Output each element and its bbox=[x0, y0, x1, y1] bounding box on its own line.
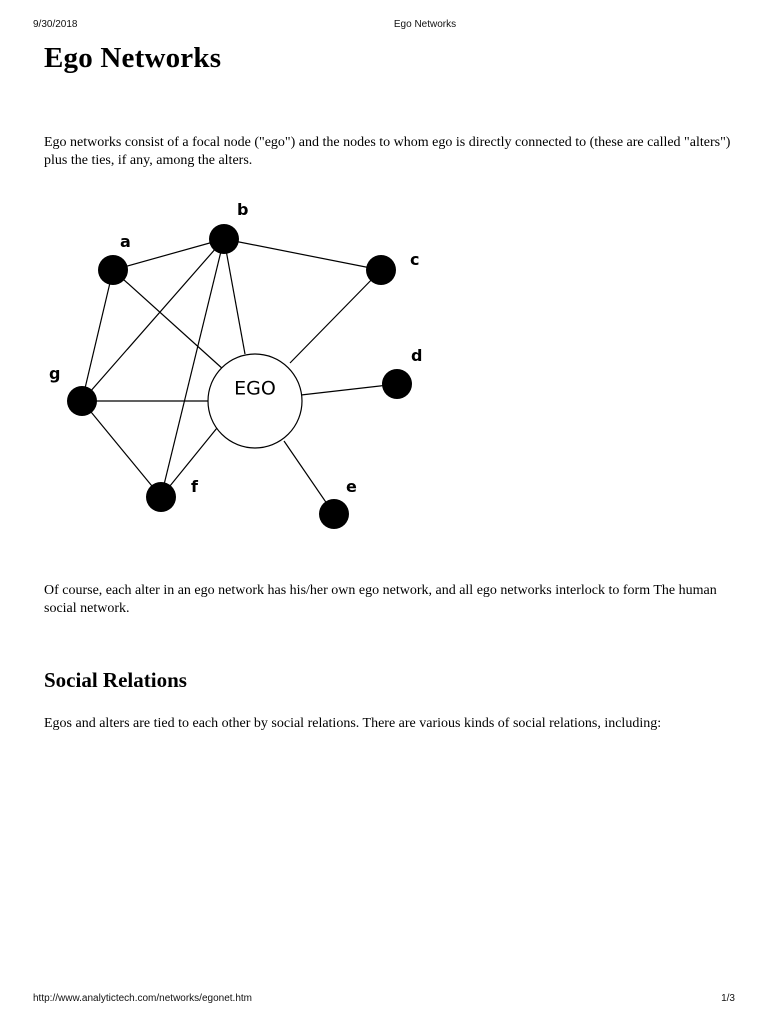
edge-c-ego bbox=[290, 270, 381, 363]
edge-b-c bbox=[224, 239, 381, 270]
node-label-e: e bbox=[346, 477, 357, 496]
node-label-a: a bbox=[120, 232, 131, 251]
print-footer-url: http://www.analytictech.com/networks/egonet.htm bbox=[33, 993, 252, 1004]
node-label-g: g bbox=[49, 364, 61, 383]
edge-a-g bbox=[82, 270, 113, 401]
edge-a-ego bbox=[113, 270, 224, 370]
interlock-paragraph: Of course, each alter in an ego network has his/her own ego network, and all ego networks interlock to form The human social network. bbox=[44, 583, 717, 616]
page-title: Ego Networks bbox=[44, 42, 222, 74]
node-b bbox=[209, 224, 239, 254]
node-label-f: f bbox=[191, 477, 198, 496]
section-title-social-relations: Social Relations bbox=[44, 668, 187, 692]
node-a bbox=[98, 255, 128, 285]
node-f bbox=[146, 482, 176, 512]
node-label-c: c bbox=[410, 250, 420, 269]
intro-paragraph: Ego networks consist of a focal node ("ego") and the nodes to whom ego is directly connected to (these are called "alters") plus the ties, if any, among the alters. bbox=[44, 135, 731, 168]
ego-network-diagram bbox=[40, 190, 440, 540]
print-header-title: Ego Networks bbox=[393, 19, 457, 30]
relations-paragraph: Egos and alters are tied to each other by social relations. There are various kinds of social relations, including: bbox=[44, 716, 662, 731]
node-label-d: d bbox=[411, 346, 423, 365]
ego-node bbox=[208, 354, 302, 448]
edge-f-g bbox=[82, 401, 161, 497]
print-date: 9/30/2018 bbox=[33, 19, 78, 30]
node-g bbox=[67, 386, 97, 416]
ego-label: EGO bbox=[234, 377, 276, 400]
node-e bbox=[319, 499, 349, 529]
node-c bbox=[366, 255, 396, 285]
print-page-number: 1/3 bbox=[721, 993, 735, 1004]
node-d bbox=[382, 369, 412, 399]
node-label-b: b bbox=[237, 200, 249, 219]
edge-b-ego bbox=[224, 239, 245, 354]
